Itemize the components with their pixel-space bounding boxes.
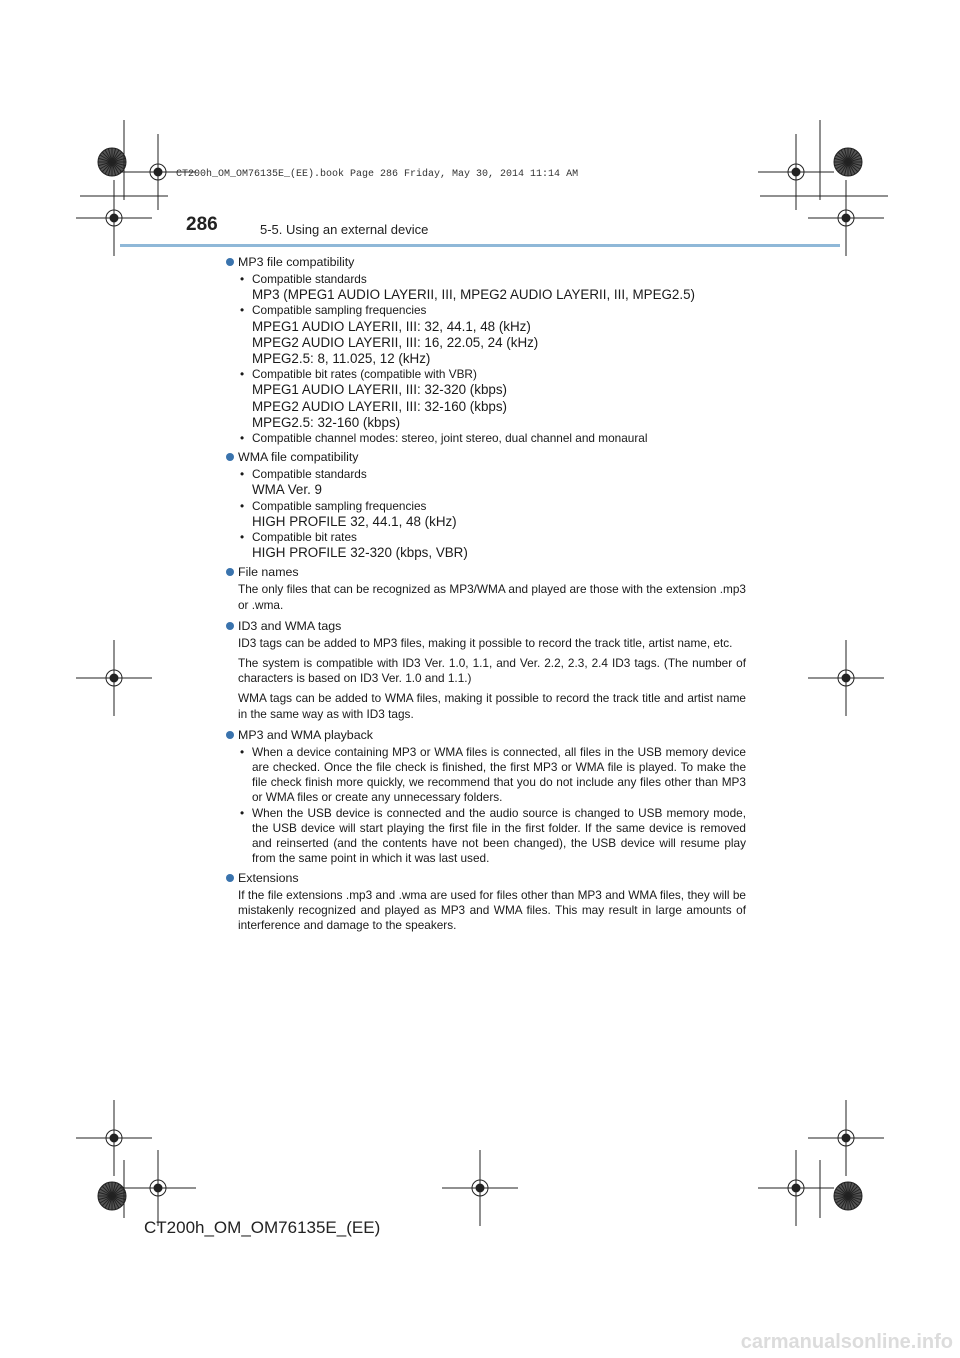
bullet-dot-icon — [226, 731, 234, 739]
section-extensions — [226, 870, 746, 934]
bullet-dot-icon — [226, 622, 234, 630]
svg-text:carmanualsonline.info: carmanualsonline.info — [740, 1331, 953, 1353]
header-rule — [120, 244, 840, 247]
section-playback — [226, 727, 746, 867]
paragraph: WMA tags can be added to WMA files, making it possible to record the track title and artist name in the same way as with ID3 tags. — [238, 691, 746, 721]
bullet-dot-icon — [226, 568, 234, 576]
paragraph: ID3 tags can be added to MP3 files, making it possible to record the track title, artist name, etc. — [238, 635, 733, 650]
paragraph: The system is compatible with ID3 Ver. 1.0, 1.1, and Ver. 2.2, 2.3, 2.4 ID3 tags. (The number of characters is based on ID3 Ver. 1.0 and 1.1.) — [238, 656, 746, 686]
page-number: 286 — [186, 214, 218, 235]
section-file-names — [226, 564, 746, 612]
bullet-dot-icon — [226, 258, 234, 266]
list-item: • Compatible sampling frequencies MPEG1 AUDIO LAYERII, III: 32, 44.1, 48 (kHz) MPEG2 AUDIO LAYERII, III: 16, 22.05, 24 (kHz) MPEG2.5: 8, 11.025, 12 (kHz) — [238, 303, 746, 367]
section-heading: Extensions — [238, 870, 299, 885]
section-heading: ID3 and WMA tags — [238, 618, 342, 633]
page-content — [226, 254, 746, 938]
bullet-list — [238, 467, 746, 561]
list-item: • Compatible channel modes: stereo, joint stereo, dual channel and monaural — [238, 431, 746, 446]
section-mp3-compatibility — [226, 254, 746, 446]
list-item: • Compatible bit rates HIGH PROFILE 32-320 (kbps, VBR) — [238, 530, 746, 561]
list-item: • When a device containing MP3 or WMA files is connected, all files in the USB memory device are checked. Once the file check is finished, the first MP3 or WMA file is played. To make the file check finish more quickly, we recommend that you do not include any files other than MP3 or WMA files or create any unnecessary folders. — [238, 745, 746, 806]
book-info-line: CT200h_OM_OM76135E_(EE).book Page 286 Friday, May 30, 2014 11:14 AM — [176, 169, 579, 180]
bullet-dot-icon — [226, 874, 234, 882]
list-item: • Compatible standards MP3 (MPEG1 AUDIO LAYERII, III, MPEG2 AUDIO LAYERII, III, MPEG2.5) — [238, 272, 746, 303]
section-heading: MP3 and WMA playback — [238, 727, 373, 742]
bullet-list — [238, 745, 746, 867]
section-title: 5-5. Using an external device — [260, 222, 429, 237]
bullet-dot-icon — [226, 453, 234, 461]
section-heading: WMA file compatibility — [238, 450, 359, 465]
bullet-list — [238, 272, 746, 446]
section-wma-compatibility — [226, 449, 746, 561]
list-item: • When the USB device is connected and the audio source is changed to USB memory mode, the USB device will start playing the first file in the first folder. If the same device is removed and reinserted (and the contents have not been changed), the USB device will resume play from the same point in which it was last used. — [238, 806, 746, 867]
document-code: CT200h_OM_OM76135E_(EE) — [144, 1218, 381, 1237]
paragraph: If the file extensions .mp3 and .wma are used for files other than MP3 and WMA files, they will be mistakenly recognized and played as MP3 and WMA files. This may result in large amounts of interference and damage to the speakers. — [238, 887, 746, 932]
section-id3-wma-tags — [226, 618, 746, 722]
list-item: • Compatible sampling frequencies HIGH PROFILE 32, 44.1, 48 (kHz) — [238, 499, 746, 530]
watermark-logo — [700, 1328, 955, 1354]
section-heading: File names — [238, 565, 299, 580]
list-item: • Compatible standards WMA Ver. 9 — [238, 467, 746, 498]
paragraph: The only files that can be recognized as MP3/WMA and played are those with the extension .mp3 or .wma. — [238, 582, 746, 612]
list-item: • Compatible bit rates (compatible with VBR) MPEG1 AUDIO LAYERII, III: 32-320 (kbps) MPEG2 AUDIO LAYERII, III: 32-160 (kbps) MPEG2.5: 32-160 (kbps) — [238, 367, 746, 431]
section-heading: MP3 file compatibility — [238, 255, 355, 269]
